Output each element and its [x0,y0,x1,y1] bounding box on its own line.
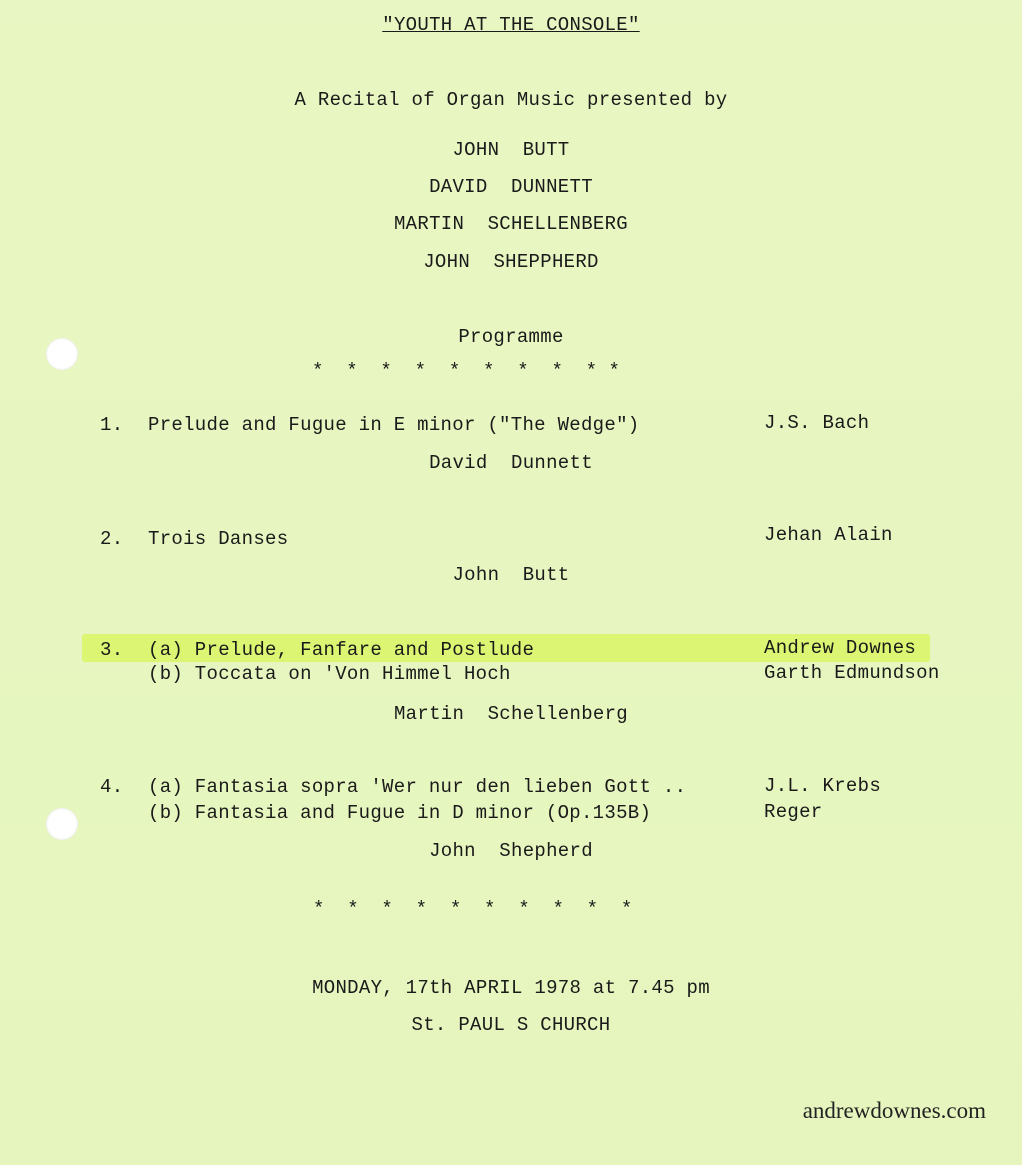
piece-title: Trois Danses [148,528,289,550]
item-number: 1. [100,414,124,436]
piece-title: (b) Fantasia and Fugue in D minor (Op.135B) [148,802,652,824]
composer-name: J.L. Krebs [764,775,882,797]
item-performer: John Shepherd [429,840,593,862]
piece-title: (b) Toccata on 'Von Himmel Hoch [148,663,511,685]
item-number: 3. [100,639,124,661]
concert-date: MONDAY, 17th APRIL 1978 at 7.45 pm [312,977,710,999]
website-watermark: andrewdownes.com [802,1098,986,1123]
star-divider-bottom: * * * * * * * * * * [313,898,633,920]
item-number: 4. [100,776,124,798]
composer-name: Jehan Alain [764,524,893,546]
performer-name: JOHN SHEPPHERD [423,251,599,273]
item-performer: David Dunnett [429,452,593,474]
star-divider-top: * * * * * * * * * * [312,360,620,382]
programme-heading: Programme [458,326,564,348]
composer-name: Andrew Downes [764,637,917,659]
item-performer: Martin Schellenberg [393,703,629,725]
concert-venue: St. PAUL S CHURCH [411,1014,611,1036]
composer-name: J.S. Bach [764,412,870,434]
item-number: 2. [100,528,124,550]
composer-name: Reger [764,801,823,823]
composer-name: Garth Edmundson [764,662,940,684]
piece-title: Prelude and Fugue in E minor ("The Wedge") [148,414,640,436]
item-performer: John Butt [452,564,570,586]
piece-title: (a) Prelude, Fanfare and Postlude [148,639,535,661]
performer-name: MARTIN SCHELLENBERG [393,213,629,235]
performer-name: DAVID DUNNETT [429,176,593,198]
recital-title: "YOUTH AT THE CONSOLE" [382,14,640,36]
performer-name: JOHN BUTT [452,139,570,161]
piece-title: (a) Fantasia sopra 'Wer nur den lieben Gott .. [148,776,687,798]
punch-hole-bottom [46,808,78,840]
recital-subtitle: A Recital of Organ Music presented by [294,89,728,111]
